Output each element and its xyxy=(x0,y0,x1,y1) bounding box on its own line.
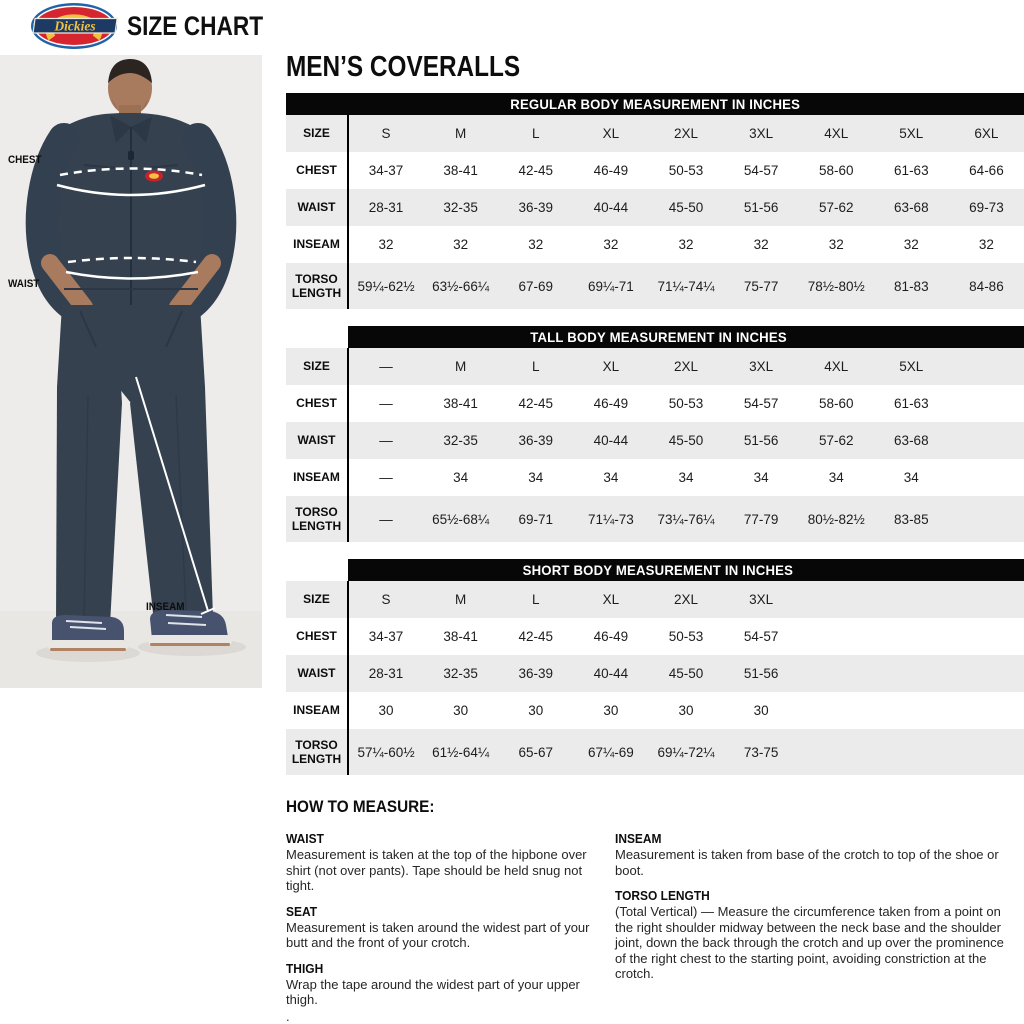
cell: 80½-82½ xyxy=(799,496,874,542)
cell: 32 xyxy=(648,226,723,263)
measure-item xyxy=(615,831,1015,878)
table-row xyxy=(286,581,1024,618)
row-label: WAIST xyxy=(286,422,348,459)
cell: 46-49 xyxy=(573,385,648,422)
table-row xyxy=(286,655,1024,692)
row-label: TORSO LENGTH xyxy=(286,263,348,309)
cell: S xyxy=(348,115,423,152)
cell: 58-60 xyxy=(799,152,874,189)
how-to-measure-right-column xyxy=(615,821,1015,1024)
cell: M xyxy=(423,348,498,385)
cell: 50-53 xyxy=(648,618,723,655)
measure-item xyxy=(286,1009,601,1024)
cell: 30 xyxy=(348,692,423,729)
cell xyxy=(949,496,1024,542)
row-label: TORSO LENGTH xyxy=(286,729,348,775)
cell: XL xyxy=(573,581,648,618)
table-row xyxy=(286,115,1024,152)
cell xyxy=(874,581,949,618)
cell xyxy=(949,348,1024,385)
cell: 34 xyxy=(724,459,799,496)
cell: 3XL xyxy=(724,348,799,385)
table-row xyxy=(286,459,1024,496)
table-row xyxy=(286,263,1024,309)
cell: 42-45 xyxy=(498,152,573,189)
cell: 69-71 xyxy=(498,496,573,542)
cell: 36-39 xyxy=(498,189,573,226)
cell: 5XL xyxy=(874,115,949,152)
cell: 63-68 xyxy=(874,422,949,459)
cell: 50-53 xyxy=(648,152,723,189)
cell: 71¼-74¼ xyxy=(648,263,723,309)
cell xyxy=(874,655,949,692)
cell: 67¼-69 xyxy=(573,729,648,775)
cell: S xyxy=(348,581,423,618)
table-short-title: SHORT BODY MEASUREMENT IN INCHES xyxy=(523,562,793,578)
table-row xyxy=(286,348,1024,385)
cell: 2XL xyxy=(648,581,723,618)
cell: — xyxy=(348,385,423,422)
row-label: SIZE xyxy=(286,348,348,385)
cell: 40-44 xyxy=(573,655,648,692)
cell: 42-45 xyxy=(498,618,573,655)
table-tall-title-bar xyxy=(348,326,1024,348)
table-regular-grid xyxy=(286,115,1024,309)
size-chart-content xyxy=(286,50,1024,1024)
measure-text: (Total Vertical) — Measure the circumference taken from a point on the right shoulder midway between the neck base and the shoulder joint, down the back through the crotch and up over the prominence of the right chest to the starting point, avoiding constriction at the crotch. xyxy=(615,904,1015,982)
cell: 32 xyxy=(949,226,1024,263)
cell: 38-41 xyxy=(423,385,498,422)
how-to-measure-title xyxy=(286,797,1024,817)
cell: 34 xyxy=(648,459,723,496)
measure-term: SEAT xyxy=(286,904,576,919)
cell: 54-57 xyxy=(724,385,799,422)
row-label: CHEST xyxy=(286,385,348,422)
cell: — xyxy=(348,422,423,459)
table-row xyxy=(286,496,1024,542)
table-row xyxy=(286,189,1024,226)
table-regular-title: REGULAR BODY MEASUREMENT IN INCHES xyxy=(510,96,800,112)
cell: 46-49 xyxy=(573,618,648,655)
cell: 42-45 xyxy=(498,385,573,422)
measure-text: Wrap the tape around the widest part of your upper thigh. xyxy=(286,977,601,1008)
table-tall-title: TALL BODY MEASUREMENT IN INCHES xyxy=(530,329,787,345)
dickies-logo xyxy=(30,2,118,50)
cell: 4XL xyxy=(799,348,874,385)
cell: 40-44 xyxy=(573,189,648,226)
cell: 75-77 xyxy=(724,263,799,309)
how-to-measure-title-text: HOW TO MEASURE: xyxy=(286,797,434,817)
measure-text: Measurement is taken from base of the crotch to top of the shoe or boot. xyxy=(615,847,1015,878)
cell: 63½-66¼ xyxy=(423,263,498,309)
table-row xyxy=(286,692,1024,729)
table-row xyxy=(286,422,1024,459)
cell xyxy=(874,729,949,775)
row-label: WAIST xyxy=(286,655,348,692)
measure-term: INSEAM xyxy=(615,831,983,846)
cell: 32 xyxy=(573,226,648,263)
cell xyxy=(949,729,1024,775)
cell: 59¼-62½ xyxy=(348,263,423,309)
cell: 30 xyxy=(423,692,498,729)
cell: 78½-80½ xyxy=(799,263,874,309)
cell: 6XL xyxy=(949,115,1024,152)
cell: 57¼-60½ xyxy=(348,729,423,775)
table-row xyxy=(286,618,1024,655)
row-label: CHEST xyxy=(286,152,348,189)
cell: M xyxy=(423,115,498,152)
table-row xyxy=(286,385,1024,422)
cell: 36-39 xyxy=(498,655,573,692)
cell: 34-37 xyxy=(348,152,423,189)
cell: L xyxy=(498,115,573,152)
cell: 54-57 xyxy=(724,618,799,655)
cell: 69¼-72¼ xyxy=(648,729,723,775)
cell: 32 xyxy=(874,226,949,263)
cell: 34-37 xyxy=(348,618,423,655)
cell: 36-39 xyxy=(498,422,573,459)
table-tall-body xyxy=(286,326,1024,542)
cell xyxy=(949,459,1024,496)
row-label: WAIST xyxy=(286,189,348,226)
cell: 81-83 xyxy=(874,263,949,309)
cell: 4XL xyxy=(799,115,874,152)
measure-item xyxy=(615,888,1015,982)
row-label: SIZE xyxy=(286,115,348,152)
cell: 32 xyxy=(423,226,498,263)
cell: — xyxy=(348,459,423,496)
cell: 2XL xyxy=(648,348,723,385)
inseam-label: INSEAM xyxy=(146,601,185,613)
coveralls-model-photo xyxy=(0,55,262,688)
cell: 32-35 xyxy=(423,655,498,692)
cell: 64-66 xyxy=(949,152,1024,189)
cell: — xyxy=(348,496,423,542)
cell: — xyxy=(348,348,423,385)
table-short-title-bar xyxy=(348,559,1024,581)
measure-item xyxy=(286,904,601,951)
cell: 45-50 xyxy=(648,189,723,226)
cell: 61½-64¼ xyxy=(423,729,498,775)
cell: 84-86 xyxy=(949,263,1024,309)
row-label: TORSO LENGTH xyxy=(286,496,348,542)
table-row xyxy=(286,226,1024,263)
cell: 63-68 xyxy=(874,189,949,226)
cell: 51-56 xyxy=(724,189,799,226)
row-label: INSEAM xyxy=(286,459,348,496)
cell: 34 xyxy=(799,459,874,496)
cell xyxy=(949,422,1024,459)
cell: 32 xyxy=(498,226,573,263)
cell xyxy=(799,618,874,655)
measure-text: Measurement is taken at the top of the hipbone over shirt (not over pants). Tape should be held snug not tight. xyxy=(286,847,601,894)
measure-text: Measurement is taken around the widest part of your butt and the front of your crotch. xyxy=(286,920,601,951)
measure-item xyxy=(286,831,601,894)
cell: 32-35 xyxy=(423,189,498,226)
svg-text:Dickies: Dickies xyxy=(53,19,95,34)
cell xyxy=(799,581,874,618)
row-label: INSEAM xyxy=(286,692,348,729)
chest-label: CHEST xyxy=(8,154,42,166)
cell: 61-63 xyxy=(874,152,949,189)
cell: XL xyxy=(573,115,648,152)
cell: 57-62 xyxy=(799,189,874,226)
cell: L xyxy=(498,348,573,385)
cell: 51-56 xyxy=(724,655,799,692)
table-short-grid xyxy=(286,581,1024,775)
cell: 65-67 xyxy=(498,729,573,775)
cell: 2XL xyxy=(648,115,723,152)
cell: 67-69 xyxy=(498,263,573,309)
cell: 58-60 xyxy=(799,385,874,422)
cell: 34 xyxy=(874,459,949,496)
cell: M xyxy=(423,581,498,618)
cell: 3XL xyxy=(724,581,799,618)
table-regular-title-bar xyxy=(286,93,1024,115)
table-short-body xyxy=(286,559,1024,775)
cell: 32-35 xyxy=(423,422,498,459)
measure-term: TORSO LENGTH xyxy=(615,888,983,903)
cell xyxy=(949,692,1024,729)
cell: 38-41 xyxy=(423,152,498,189)
cell: 30 xyxy=(724,692,799,729)
row-label: SIZE xyxy=(286,581,348,618)
cell: 34 xyxy=(498,459,573,496)
cell: 45-50 xyxy=(648,422,723,459)
cell: 28-31 xyxy=(348,189,423,226)
cell: 30 xyxy=(573,692,648,729)
cell: 71¼-73 xyxy=(573,496,648,542)
measure-text: . xyxy=(286,1009,601,1024)
cell: 73-75 xyxy=(724,729,799,775)
table-row xyxy=(286,729,1024,775)
cell: 73¼-76¼ xyxy=(648,496,723,542)
cell: 57-62 xyxy=(799,422,874,459)
cell xyxy=(799,729,874,775)
cell xyxy=(874,618,949,655)
cell: 54-57 xyxy=(724,152,799,189)
cell: XL xyxy=(573,348,648,385)
cell: 32 xyxy=(348,226,423,263)
table-tall-grid xyxy=(286,348,1024,542)
cell: 45-50 xyxy=(648,655,723,692)
cell xyxy=(874,692,949,729)
size-chart-title-text: SIZE CHART xyxy=(127,11,263,42)
table-row xyxy=(286,152,1024,189)
measure-term: WAIST xyxy=(286,831,576,846)
cell: 32 xyxy=(799,226,874,263)
cell: 50-53 xyxy=(648,385,723,422)
cell: 69-73 xyxy=(949,189,1024,226)
cell xyxy=(949,581,1024,618)
cell: 38-41 xyxy=(423,618,498,655)
how-to-measure-left-column xyxy=(286,821,601,1024)
cell: 28-31 xyxy=(348,655,423,692)
how-to-measure-section xyxy=(286,797,1024,1024)
cell: 69¼-71 xyxy=(573,263,648,309)
cell xyxy=(799,692,874,729)
cell: 5XL xyxy=(874,348,949,385)
measure-item xyxy=(286,961,601,1008)
row-label: CHEST xyxy=(286,618,348,655)
cell: 30 xyxy=(648,692,723,729)
table-regular-body xyxy=(286,93,1024,309)
cell xyxy=(949,385,1024,422)
measure-term: THIGH xyxy=(286,961,576,976)
cell: 3XL xyxy=(724,115,799,152)
cell xyxy=(949,655,1024,692)
cell xyxy=(799,655,874,692)
cell: L xyxy=(498,581,573,618)
waist-label: WAIST xyxy=(8,278,39,290)
cell: 40-44 xyxy=(573,422,648,459)
cell: 83-85 xyxy=(874,496,949,542)
model-illustration xyxy=(0,55,262,688)
cell: 46-49 xyxy=(573,152,648,189)
cell: 51-56 xyxy=(724,422,799,459)
page-title-text: MEN’S COVERALLS xyxy=(286,50,520,84)
page-title xyxy=(286,50,1024,84)
cell: 65½-68¼ xyxy=(423,496,498,542)
cell: 77-79 xyxy=(724,496,799,542)
size-chart-title xyxy=(127,11,289,42)
cell: 34 xyxy=(423,459,498,496)
cell: 32 xyxy=(724,226,799,263)
cell: 30 xyxy=(498,692,573,729)
cell: 34 xyxy=(573,459,648,496)
row-label: INSEAM xyxy=(286,226,348,263)
cell: 61-63 xyxy=(874,385,949,422)
cell xyxy=(949,618,1024,655)
